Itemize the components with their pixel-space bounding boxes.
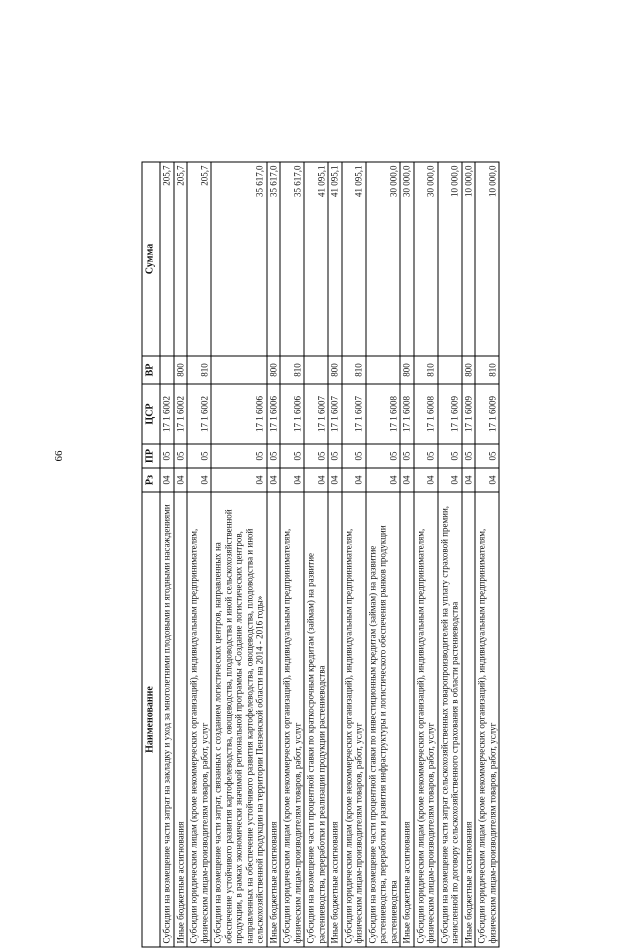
row-csr: 17 1 6009	[438, 384, 462, 444]
header-csr: ЦСР	[142, 384, 160, 444]
table-row	[462, 162, 476, 947]
row-sum: 41 095,1	[328, 162, 342, 356]
row-vr: 800	[174, 356, 188, 384]
table-row	[400, 162, 414, 947]
table-row	[187, 162, 211, 947]
row-name: Иные бюджетные ассигнования	[462, 492, 476, 947]
table-row	[328, 162, 342, 947]
row-sum: 35 617,0	[211, 162, 267, 356]
table-row	[414, 162, 438, 947]
row-vr: 810	[475, 356, 499, 384]
row-vr	[438, 356, 462, 384]
row-csr: 17 1 6006	[280, 384, 304, 444]
table-row	[211, 162, 267, 947]
row-name: Иные бюджетные ассигнования	[174, 492, 188, 947]
row-sum: 30 000,0	[366, 162, 401, 356]
row-vr: 800	[267, 356, 281, 384]
page-number: 66	[53, 450, 65, 462]
header-pr: ПР	[142, 444, 160, 468]
row-vr	[211, 356, 267, 384]
row-name: Иные бюджетные ассигнования	[267, 492, 281, 947]
row-pr: 05	[475, 444, 499, 468]
row-rz: 04	[304, 468, 328, 492]
row-rz: 04	[267, 468, 281, 492]
row-rz: 04	[438, 468, 462, 492]
table-row	[366, 162, 401, 947]
header-name: Наименование	[142, 492, 160, 947]
row-pr: 05	[267, 444, 281, 468]
row-vr: 800	[328, 356, 342, 384]
row-sum: 41 095,1	[342, 162, 366, 356]
row-pr: 05	[400, 444, 414, 468]
row-vr: 800	[400, 356, 414, 384]
table-row	[304, 162, 328, 947]
row-pr: 05	[211, 444, 267, 468]
row-sum: 30 000,0	[400, 162, 414, 356]
row-csr: 17 1 6006	[211, 384, 267, 444]
table-row	[160, 162, 174, 947]
row-vr	[366, 356, 401, 384]
rotated-page	[142, 163, 612, 948]
header-sum: Сумма	[142, 162, 160, 356]
row-rz: 04	[187, 468, 211, 492]
row-rz: 04	[366, 468, 401, 492]
row-name: Субсидии юридическим лицам (кроме некоммерческих организаций), индивидуальным предпринимателям, физическим лицам-производителям товаров, работ, услуг	[342, 492, 366, 947]
row-name: Субсидии юридическим лицам (кроме некоммерческих организаций), индивидуальным предпринимателям, физическим лицам-производителям товаров, работ, услуг	[475, 492, 499, 947]
row-pr: 05	[160, 444, 174, 468]
row-sum: 205,7	[187, 162, 211, 356]
row-sum: 35 617,0	[280, 162, 304, 356]
row-vr	[304, 356, 328, 384]
table-row	[438, 162, 462, 947]
table-row	[342, 162, 366, 947]
row-pr: 05	[174, 444, 188, 468]
row-csr: 17 1 6009	[475, 384, 499, 444]
row-name: Субсидии на возмещение части затрат, связанных с созданием логистических центров, направленных на обеспечение устойчивого развития картофелеводства, овощеводства, плодоводства и иной сельскохозяйственной продукции, в рамках экономически значимой региональной программы «Создание логистических центров, направленных на обеспечение устойчивого развития картофелеводства, овощеводства, плодоводства и иной сельскохозяйственной продукции на территории Пензенской области на 2014 - 2016 годы»	[211, 492, 267, 947]
row-csr: 17 1 6007	[328, 384, 342, 444]
row-vr: 800	[462, 356, 476, 384]
row-csr: 17 1 6006	[267, 384, 281, 444]
row-name: Субсидии юридическим лицам (кроме некоммерческих организаций), индивидуальным предпринимателям, физическим лицам-производителям товаров, работ, услуг	[414, 492, 438, 947]
row-name: Субсидии на возмещение части процентной ставки по инвестиционным кредитам (займам) на развитие растениеводства, переработки и развития инфраструктуры и логистического обеспечения рынков продукции растениеводства	[366, 492, 401, 947]
row-rz: 04	[342, 468, 366, 492]
row-pr: 05	[342, 444, 366, 468]
row-pr: 05	[462, 444, 476, 468]
row-sum: 35 617,0	[267, 162, 281, 356]
row-csr: 17 1 6002	[174, 384, 188, 444]
row-name: Субсидии юридическим лицам (кроме некоммерческих организаций), индивидуальным предпринимателям, физическим лицам-производителям товаров, работ, услуг	[187, 492, 211, 947]
row-vr: 810	[187, 356, 211, 384]
row-csr: 17 1 6008	[414, 384, 438, 444]
row-pr: 05	[187, 444, 211, 468]
row-sum: 205,7	[160, 162, 174, 356]
header-vr: ВР	[142, 356, 160, 384]
row-vr	[160, 356, 174, 384]
row-csr: 17 1 6007	[304, 384, 328, 444]
row-csr: 17 1 6009	[462, 384, 476, 444]
table-header-row	[142, 162, 160, 947]
row-vr: 810	[280, 356, 304, 384]
row-pr: 05	[414, 444, 438, 468]
row-vr: 810	[342, 356, 366, 384]
table-row	[174, 162, 188, 947]
row-name: Субсидии юридическим лицам (кроме некоммерческих организаций), индивидуальным предпринимателям, физическим лицам-производителям товаров, работ, услуг	[280, 492, 304, 947]
row-sum: 10 000,0	[438, 162, 462, 356]
header-rz: Рз	[142, 468, 160, 492]
row-name: Иные бюджетные ассигнования	[400, 492, 414, 947]
row-sum: 10 000,0	[475, 162, 499, 356]
row-csr: 17 1 6008	[366, 384, 401, 444]
row-name: Субсидии на возмещение части процентной ставки по краткосрочным кредитам (займам) на развитие растениеводства, переработки и реализации продукции растениеводства	[304, 492, 328, 947]
row-sum: 41 095,1	[304, 162, 328, 356]
row-rz: 04	[414, 468, 438, 492]
row-csr: 17 1 6008	[400, 384, 414, 444]
row-pr: 05	[366, 444, 401, 468]
row-pr: 05	[438, 444, 462, 468]
row-rz: 04	[328, 468, 342, 492]
row-sum: 205,7	[174, 162, 188, 356]
row-csr: 17 1 6002	[187, 384, 211, 444]
row-rz: 04	[280, 468, 304, 492]
row-sum: 30 000,0	[414, 162, 438, 356]
row-pr: 05	[304, 444, 328, 468]
row-csr: 17 1 6002	[160, 384, 174, 444]
row-name: Иные бюджетные ассигнования	[328, 492, 342, 947]
row-sum: 10 000,0	[462, 162, 476, 356]
row-rz: 04	[475, 468, 499, 492]
row-pr: 05	[280, 444, 304, 468]
row-rz: 04	[211, 468, 267, 492]
row-name: Субсидии на возмещение части затрат сельскохозяйственных товаропроизводителей на уплату страховой премии, начисленной по договору сельскохозяйственного страхования в области растениеводства	[438, 492, 462, 947]
row-rz: 04	[462, 468, 476, 492]
table-row	[475, 162, 499, 947]
table-row	[280, 162, 304, 947]
row-name: Субсидии на возмещение части затрат на закладку и уход за многолетними плодовыми и ягодными насаждениями	[160, 492, 174, 947]
row-rz: 04	[400, 468, 414, 492]
row-vr: 810	[414, 356, 438, 384]
row-pr: 05	[328, 444, 342, 468]
row-rz: 04	[160, 468, 174, 492]
row-rz: 04	[174, 468, 188, 492]
row-csr: 17 1 6007	[342, 384, 366, 444]
budget-table	[142, 162, 500, 948]
table-row	[267, 162, 281, 947]
